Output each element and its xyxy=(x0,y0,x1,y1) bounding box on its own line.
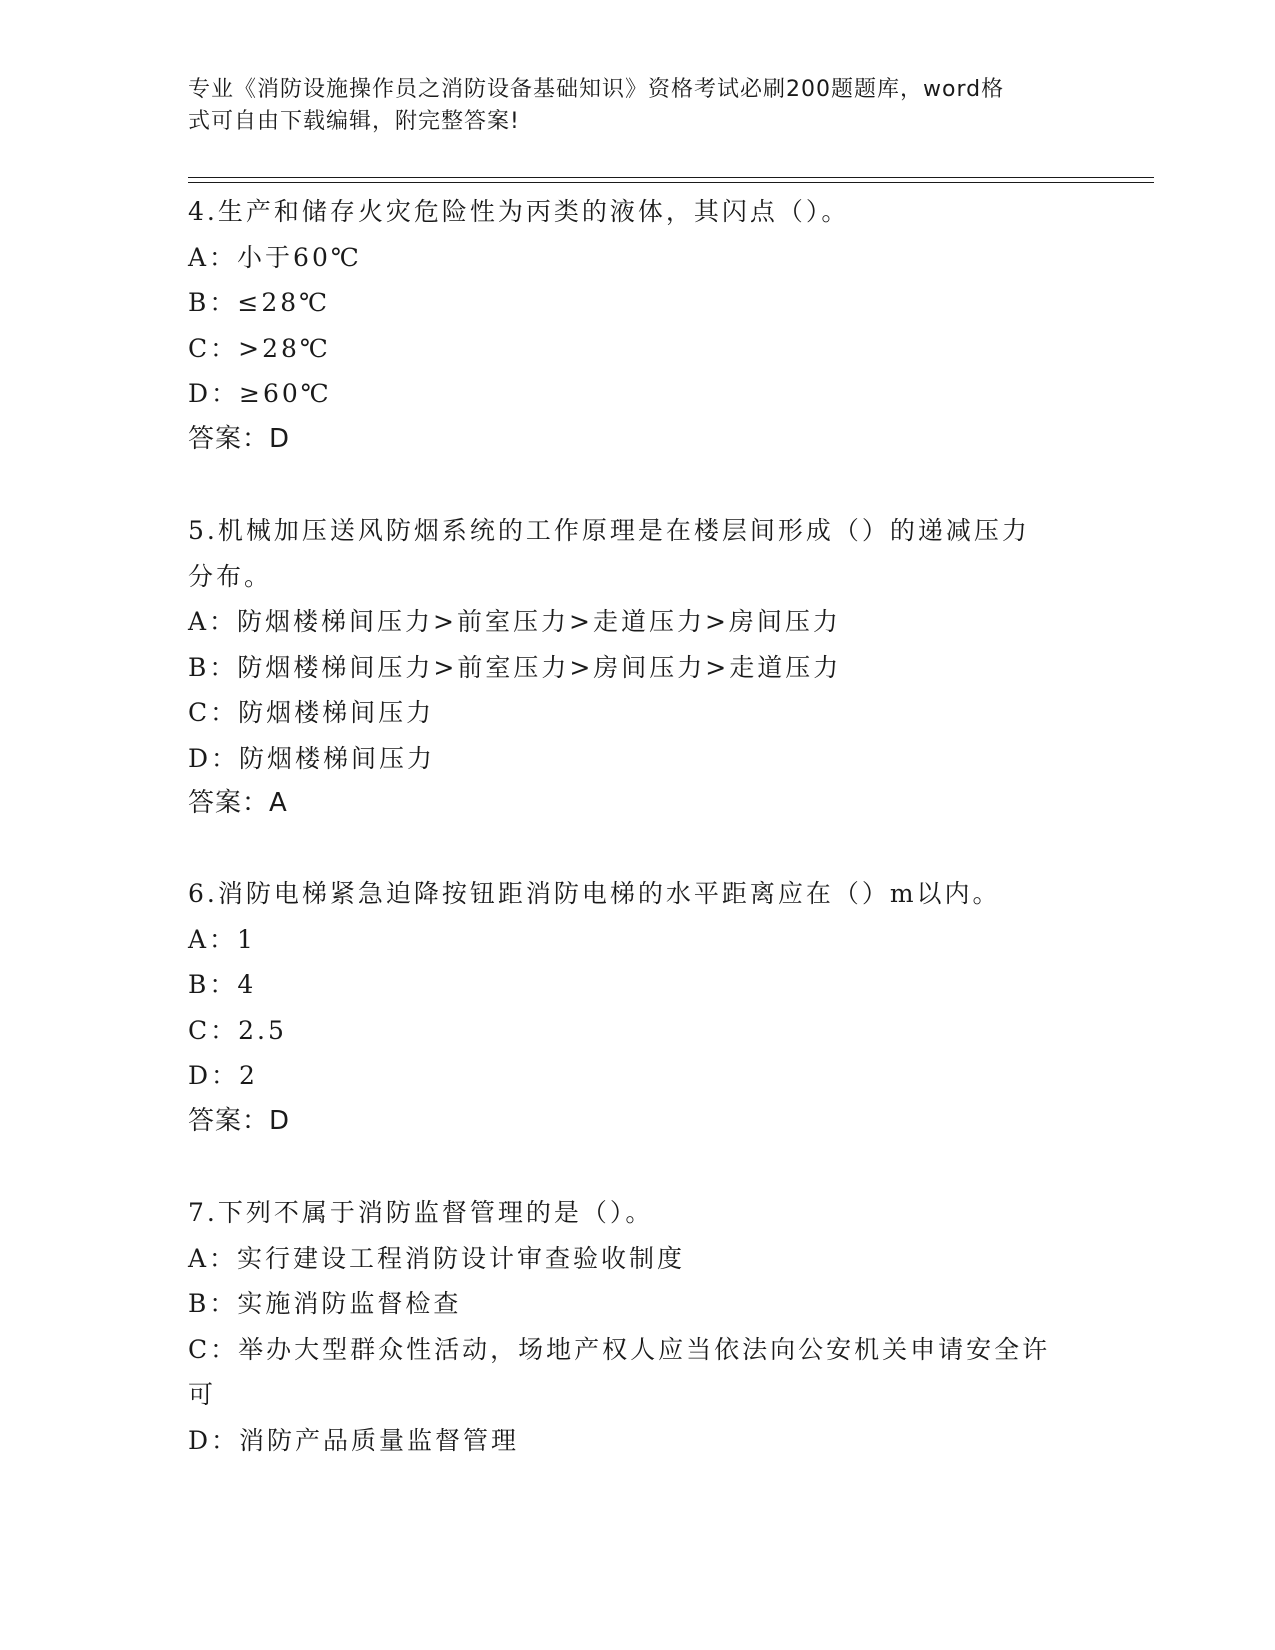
option-c: C：>28℃ xyxy=(188,333,331,363)
question-stem: 6.消防电梯紧急迫降按钮距消防电梯的水平距离应在（）m以内。 xyxy=(188,879,1001,908)
answer-label: 答案：A xyxy=(188,788,288,818)
question-stem: 5.机械加压送风防烟系统的工作原理是在楼层间形成（）的递减压力 xyxy=(188,516,1030,545)
option-a: A：1 xyxy=(188,924,256,954)
option-b: B：≤28℃ xyxy=(188,288,331,317)
header-divider-top xyxy=(188,177,1154,178)
option-a: A：防烟楼梯间压力>前室压力>走道压力>房间压力 xyxy=(188,607,841,636)
option-d: D：消防产品质量监督管理 xyxy=(188,1425,520,1455)
question-stem: 4.生产和储存火灾危险性为丙类的液体，其闪点（）。 xyxy=(188,197,850,226)
option-a: A：实行建设工程消防设计审查验收制度 xyxy=(188,1243,686,1273)
option-d: D：2 xyxy=(188,1061,258,1090)
answer-label: 答案：D xyxy=(188,1105,291,1136)
option-c-continued: 可 xyxy=(188,1380,217,1409)
option-b: B：防烟楼梯间压力>前室压力>房间压力>走道压力 xyxy=(188,652,842,682)
header-divider-bottom xyxy=(188,182,1154,183)
document-header xyxy=(188,74,1068,138)
question-block-4 xyxy=(188,189,1088,462)
answer-label: 答案：D xyxy=(188,423,291,454)
question-block-7 xyxy=(188,1190,1088,1463)
question-stem-continued: 分布。 xyxy=(188,561,273,591)
question-block-6 xyxy=(188,871,1088,1144)
header-line-2: 式可自由下载编辑，附完整答案! xyxy=(188,109,520,134)
option-a: A：小于60℃ xyxy=(188,242,362,272)
option-d: D：防烟楼梯间压力 xyxy=(188,743,436,773)
option-d: D：≥60℃ xyxy=(188,379,332,408)
question-block-5 xyxy=(188,508,1088,827)
option-b: B：实施消防监督检查 xyxy=(188,1289,462,1318)
option-b: B：4 xyxy=(188,970,257,999)
question-stem: 7.下列不属于消防监督管理的是（）。 xyxy=(188,1198,654,1227)
option-c: C：2.5 xyxy=(188,1015,287,1045)
header-line-1: 专业《消防设施操作员之消防设备基础知识》资格考试必刷200题题库，word格 xyxy=(188,77,1005,102)
option-c: C：举办大型群众性活动，场地产权人应当依法向公安机关申请安全许 xyxy=(188,1334,1051,1364)
option-c: C：防烟楼梯间压力 xyxy=(188,698,435,727)
